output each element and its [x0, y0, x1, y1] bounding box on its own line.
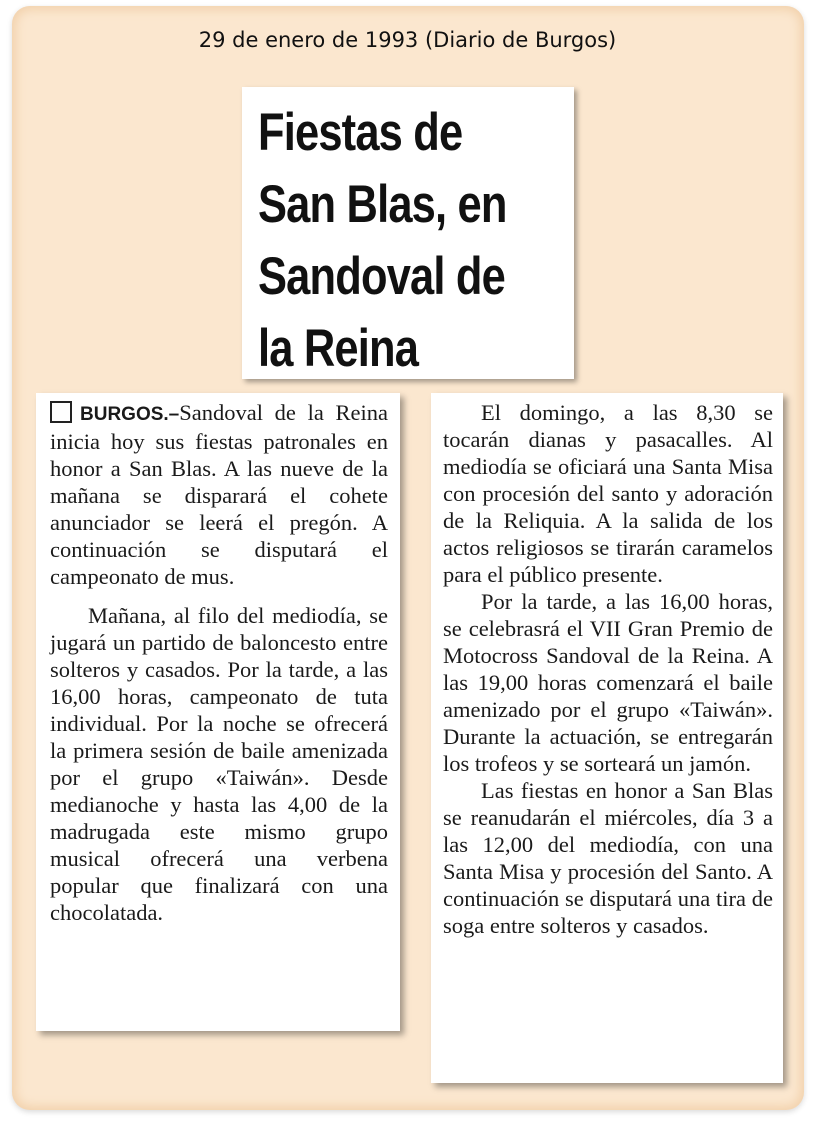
headline-clipping: [242, 87, 574, 379]
paragraph-text: Sandoval de la Reina inicia hoy sus fiestas patronales en honor a San Blas. A las nueve de la mañana se disparará el cohete anunciador se leerá el pregón. A continuación se disputará el campeonato de mus.: [50, 400, 388, 589]
left-column: [50, 399, 388, 926]
paragraph: Por la tarde, a las 16,00 horas, se celebrasrá el VII Gran Premio de Motocross Sandoval de la Reina. A las 19,00 horas comenzará el baile amenizado por el grupo «Taiwán». Durante la actuación, se entregarán los trofeos y se sorteará un jamón.: [443, 589, 773, 776]
headline: Fiestas de San Blas, en Sandoval de la Reina: [258, 103, 507, 378]
paragraph: Las fiestas en honor a San Blas se reanudarán el miércoles, día 3 a las 12,00 del mediodía, con una Santa Misa y procesión del Santo. A continuación se disputará una tira de soga entre solteros y casados.: [443, 778, 773, 938]
paragraph: [50, 399, 388, 590]
article-clipping-left: [36, 393, 400, 1031]
paragraph: El domingo, a las 8,30 se tocarán dianas y pasacalles. Al mediodía se oficiará una Santa Misa con procesión del santo y adoración de la Reliquia. A la salida de los actos religiosos se tirarán caramelos para el público presente.: [443, 400, 773, 587]
right-column: [443, 399, 773, 939]
caption-date: 29 de enero de 1993 (Diario de Burgos): [198, 28, 617, 52]
square-bullet-icon: [50, 401, 72, 423]
paragraph: Mañana, al filo del mediodía, se jugará un partido de baloncesto entre solteros y casados. Por la tarde, a las 16,00 horas, campeonato de tuta individual. Por la noche se ofrecerá la primera sesión de baile amenizada por el grupo «Taiwán». Desde medianoche y hasta las 4,00 de la madrugada este mismo grupo musical ofrecerá una verbena popular que finalizará con una chocolatada.: [50, 603, 388, 925]
article-clipping-right: [431, 393, 783, 1083]
dateline: BURGOS.–: [80, 404, 180, 425]
